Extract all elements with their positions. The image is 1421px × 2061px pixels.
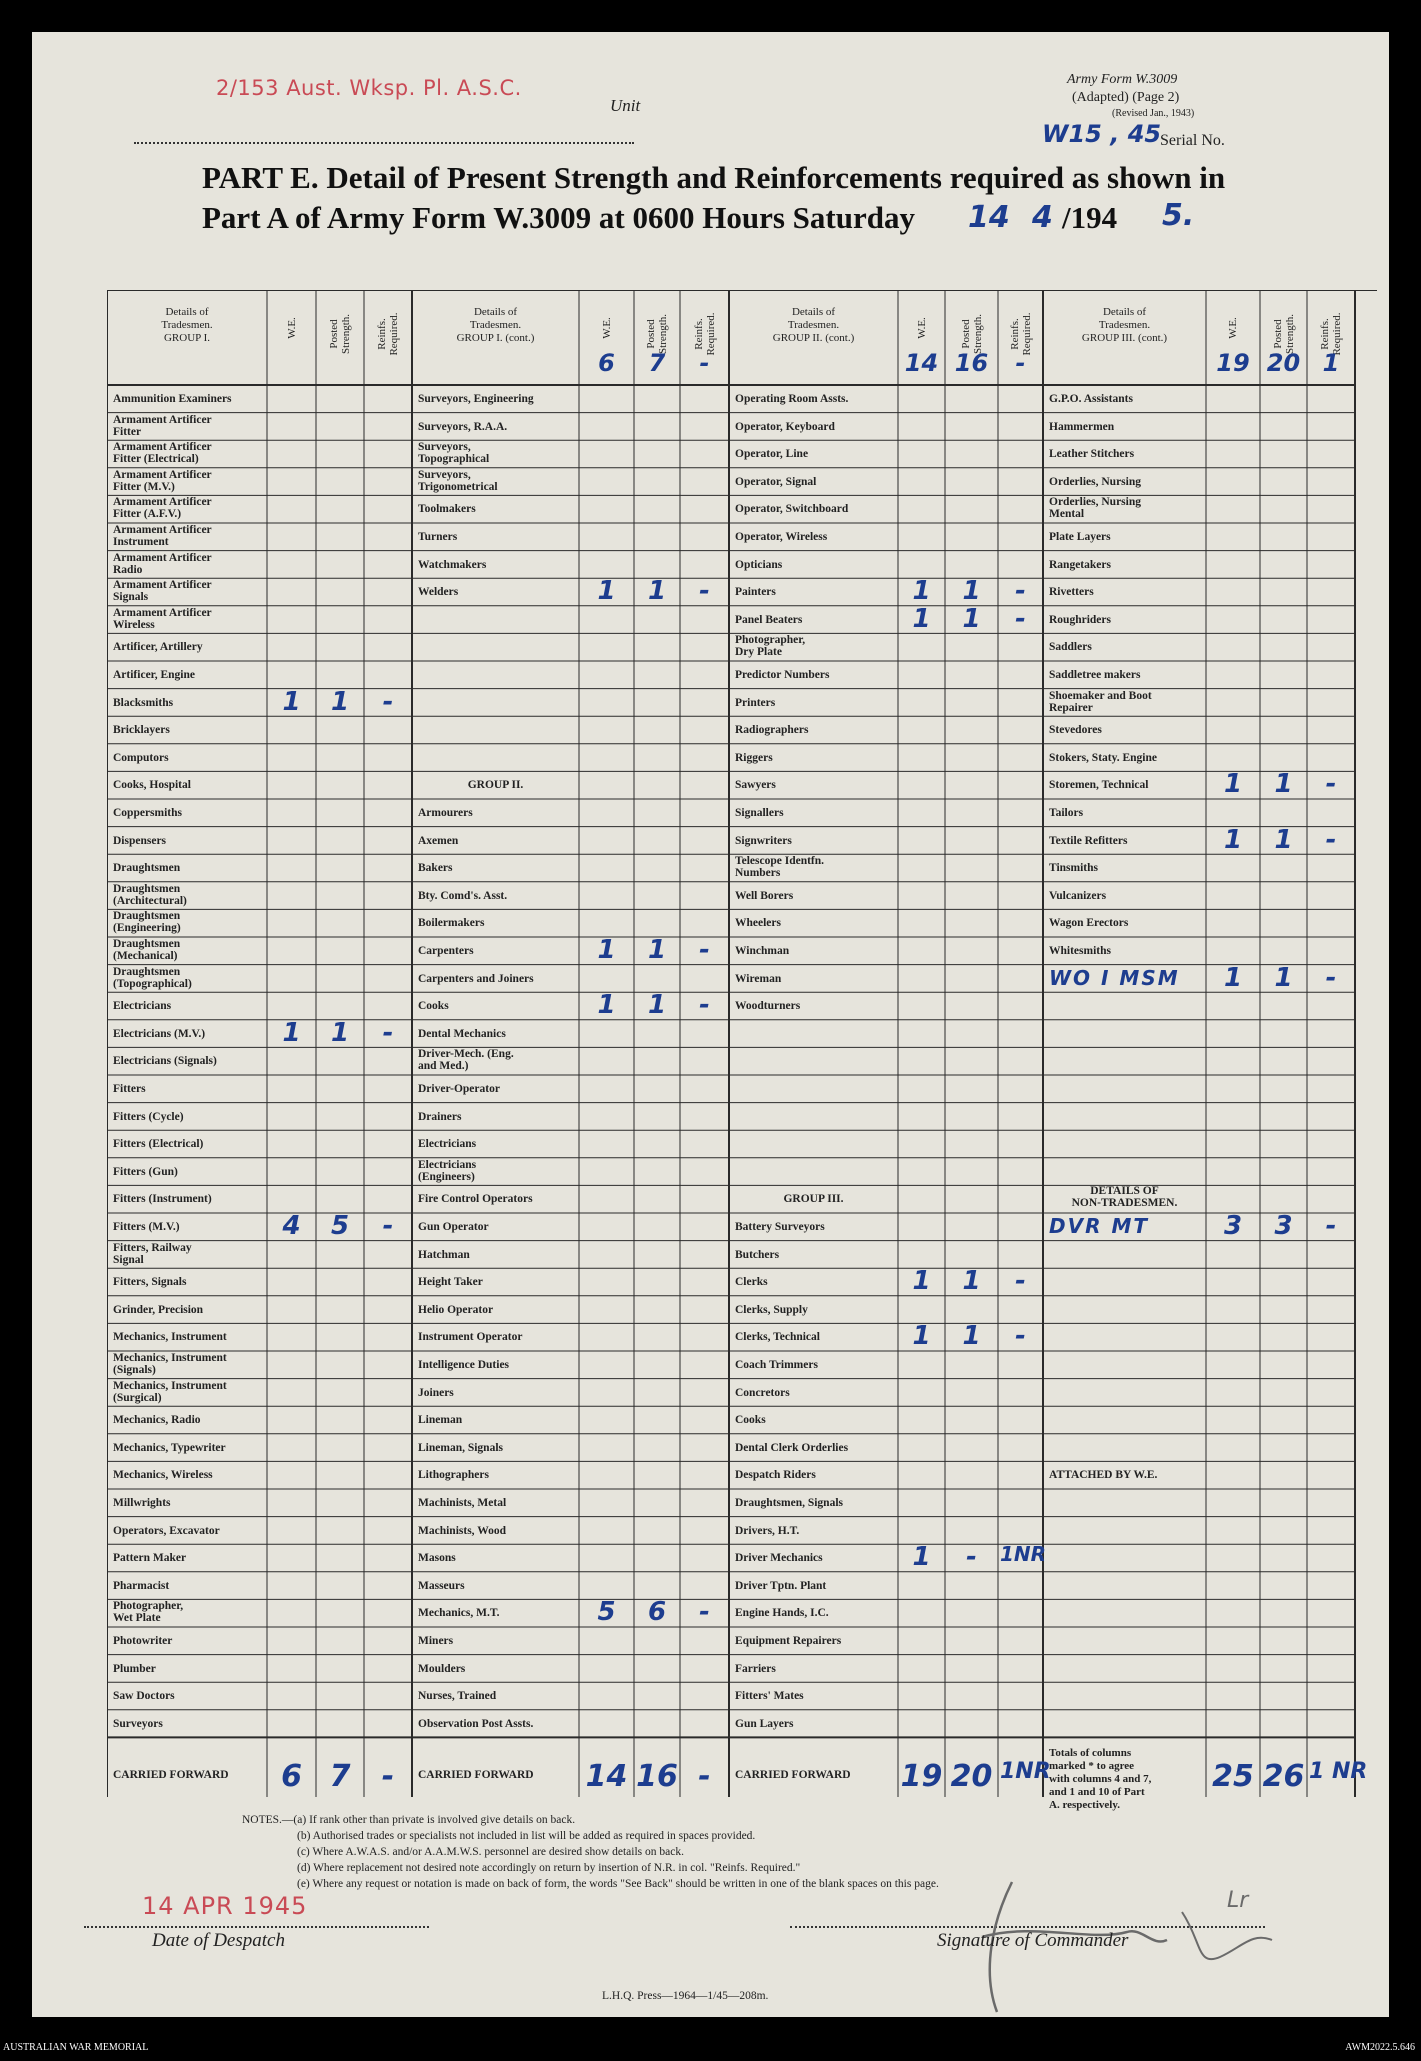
trade-label: Lineman [418,1414,463,1427]
trade-label: Masons [418,1552,456,1565]
trade-label: Gun Layers [735,1717,794,1730]
trade-label: Fitters (Instrument) [113,1193,212,1206]
trade-label: Riggers [735,751,773,764]
trade-label: Armament Artificer Fitter (M.V.) [113,468,212,493]
trade-label: Armourers [418,807,473,819]
trade-label: Radiographers [735,724,809,737]
press-line: L.H.Q. Press—1964—1/45—208m. [602,1990,769,2002]
trade-label: Telescope Identfn. Numbers [735,855,825,880]
trade-label: Operators, Excavator [113,1524,220,1537]
column-header-1: Details of Tradesmen. GROUP I. [161,306,213,344]
entry-mark: 1 [912,1321,931,1352]
trade-label: Dental Clerk Orderlies [735,1441,849,1454]
subheader-4-3: Reinfs. Required. [1319,311,1343,356]
subheader-3-2: Posted Strength. [959,313,984,354]
unit-label: Unit [610,96,641,115]
column-header-3: Details of Tradesmen. GROUP II. (cont.) [772,306,855,344]
note-line: (e) Where any request or notation is made on back of form, the words "See Back" should be written in one of the blank spaces on this page. [297,1878,939,1890]
trade-label: Lithographers [418,1469,489,1482]
entry-mark: 1 [597,990,616,1021]
trade-label: Tinsmiths [1049,862,1099,875]
trade-label: Surveyors, Trigonometrical [418,468,498,493]
totals-label: Totals of columns marked * to agree with columns 4 and 7, and 1 and 10 of Part A. respectively. [1049,1747,1152,1812]
trade-label: Driver-Operator [418,1083,500,1095]
trade-label: Wireman [735,972,782,985]
entry-mark: - [699,990,710,1021]
entry-mark: - [382,1211,394,1241]
trade-label: Battery Surveyors [735,1221,825,1233]
entry-mark: 1 [282,686,301,717]
trade-label: Mechanics, Typewriter [113,1441,226,1454]
entry-mark: - [1015,576,1026,607]
entry-mark: 5 [330,1211,350,1241]
trade-label: Whitesmiths [1049,945,1111,957]
trade-label: Gun Operator [418,1221,489,1233]
totals-mark: 7 [329,1759,351,1795]
entry-mark: 1 [962,603,981,634]
despatch-date-stamp: 14 APR 1945 [142,1892,308,1920]
trade-label: Welders [418,586,459,599]
totals-mark: 25 [1212,1759,1254,1795]
totals-mark: 16 [636,1759,678,1795]
trade-label: Masseurs [418,1579,465,1592]
trade-label: Operator, Signal [735,475,817,488]
trade-label: Boilermakers [418,917,485,930]
entry-mark: - [1015,603,1026,634]
note-line: NOTES.—(a) If rank other than private is involved give details on back. [242,1814,576,1826]
trade-label: Plumber [113,1662,156,1675]
totals-mark: 20 [950,1759,993,1795]
form-name: Army Form W.3009 [1067,72,1178,87]
entry-mark: 1 [912,576,931,607]
trade-label: Coppersmiths [113,807,183,819]
entry-mark: 1 [282,1017,301,1048]
archive-id: AWM2022.5.646 [1345,2042,1415,2053]
entry-mark: 1 [912,603,931,634]
entry-mark: 1 [962,1321,981,1352]
trade-label: Panel Beaters [735,613,803,626]
entry-mark: 5 [597,1597,616,1628]
trade-label: Orderlies, Nursing Mental [1049,496,1141,521]
totals-mark: 1 NR [1309,1759,1368,1785]
trade-label: Ammunition Examiners [113,393,232,405]
entry-mark: - [966,1542,977,1573]
trade-label: Intelligence Duties [418,1359,510,1371]
totals-mark: 19 [900,1759,943,1795]
header-mark-4-1: 19 [1216,349,1250,377]
trade-label: Electricians [113,1000,172,1013]
subheader-3-1: W.E. [915,316,928,339]
entry-mark: 1 [647,576,667,607]
entry-mark: 1 [330,686,350,717]
trade-label: Predictor Numbers [735,669,830,681]
trade-label: Electricians (Signals) [113,1055,217,1068]
subheader-2-3: Reinfs. Required. [692,311,717,356]
trade-label: Miners [418,1635,454,1647]
entry-mark: 1 [1274,962,1293,993]
note-line: (c) Where A.W.A.S. and/or A.A.M.W.S. personnel are desired show details on back. [297,1846,684,1858]
trade-label: Electricians (M.V.) [113,1027,206,1040]
subheader-2-1: W.E. [600,316,613,339]
signature-initials: Lr [1227,1888,1249,1913]
trade-label: Surveyors, Engineering [418,393,534,405]
totals-label: CARRIED FORWARD [113,1769,229,1782]
entry-mark: - [382,686,394,717]
trade-label: Photowriter [113,1635,173,1647]
trade-label: Height Taker [418,1276,483,1289]
trade-label: Mechanics, Instrument (Surgical) [113,1379,227,1404]
header-mark-2-1: 6 [598,349,615,377]
serial-label: Serial No. [1160,132,1225,149]
trade-label: Operating Room Assts. [735,393,849,405]
subheader-4-1: W.E. [1227,316,1239,339]
trade-label: Engine Hands, I.C. [735,1607,829,1620]
trade-label: G.P.O. Assistants [1049,393,1133,405]
trade-label: Despatch Riders [735,1469,816,1482]
archive-credit: AUSTRALIAN WAR MEMORIAL [3,2042,149,2053]
trade-label: Concretors [735,1386,790,1399]
trade-label: Clerks, Supply [735,1303,808,1316]
note-line: (d) Where replacement not desired note accordingly on return by insertion of N.R. in col. "Reinfs. Required." [297,1862,801,1874]
trade-label: Wheelers [735,917,781,930]
trade-label: Turners [418,531,458,543]
trade-label: Sawyers [735,779,776,792]
trade-label: Electricians [418,1138,477,1151]
trade-label: Mechanics, Wireless [113,1469,213,1482]
trade-label: Watchmakers [418,558,487,571]
trade-label: Fitters [113,1083,146,1095]
trade-label: Armament Artificer Fitter (Electrical) [113,441,212,466]
header-mark-2-3: - [699,349,710,377]
trade-label: Grinder, Precision [113,1303,204,1316]
trade-label: Armament Artificer Fitter [113,413,212,438]
trade-label: Pattern Maker [113,1552,187,1565]
trade-label: Saw Doctors [113,1690,175,1703]
trade-label: Draughtsmen (Mechanical) [113,938,181,962]
column-header-4: Details of Tradesmen. GROUP III. (cont.) [1081,306,1168,344]
trade-label: Surveyors [113,1717,163,1730]
trade-label: Driver Tptn. Plant [735,1579,827,1592]
trade-label: Storemen, Technical [1049,779,1149,792]
trade-label: Surveyors, R.A.A. [418,420,508,433]
trade-label: Bricklayers [113,724,170,737]
trade-label: Drainers [418,1110,462,1123]
trade-label: Stokers, Staty. Engine [1049,751,1157,764]
trade-label: Artificer, Engine [113,669,195,681]
entry-mark: - [1015,1321,1026,1352]
trade-label: Helio Operator [418,1303,494,1316]
trade-label: GROUP II. [467,779,524,792]
totals-label: CARRIED FORWARD [418,1769,534,1782]
trade-label: Electricians (Engineers) [418,1158,477,1183]
header-mark-3-1: 14 [904,349,939,377]
entry-mark: - [1325,1211,1337,1241]
trade-label: Woodturners [735,1000,801,1013]
trade-label: Mechanics, Instrument (Signals) [113,1352,227,1376]
totals-mark: 14 [585,1759,628,1795]
subheader-4-2: Posted Strength. [1271,313,1296,354]
entry-mark: 4 [282,1211,301,1241]
trade-label: Mechanics, Instrument [113,1331,227,1344]
entry-mark: 3 [1223,1211,1243,1241]
trade-label: Draughtsmen (Engineering) [113,910,181,935]
trade-label: Carpenters and Joiners [418,972,534,985]
trade-label: Instrument Operator [418,1331,523,1344]
trade-label: Mechanics, Radio [113,1414,201,1427]
trade-label: Equipment Repairers [735,1635,842,1647]
trade-label: Drivers, H.T. [735,1524,800,1537]
trade-label: Painters [735,586,776,599]
trade-label: Stevedores [1049,724,1102,737]
trade-label: Carpenters [418,945,474,957]
trade-label: Textile Refitters [1049,834,1128,847]
form-adapted: (Adapted) (Page 2) [1072,90,1180,105]
handwritten-entry: DVR MT [1049,1214,1149,1238]
strength-table [107,290,1377,1812]
trade-label: Bty. Comd's. Asst. [418,889,508,902]
trade-label: Armament Artificer Signals [113,579,212,604]
subheader-1-2: Posted Strength. [328,313,352,354]
trade-label: Operator, Line [735,448,809,461]
trade-label: Fire Control Operators [418,1193,533,1206]
trade-label: Signwriters [735,834,792,847]
subheader-3-3: Reinfs. Required. [1008,311,1033,356]
entry-mark: 1 [647,935,667,965]
trade-label: Orderlies, Nursing [1049,475,1141,488]
trade-label: Roughriders [1049,613,1111,626]
trade-label: Blacksmiths [113,696,174,709]
entry-mark: 1 [912,1542,931,1573]
entry-mark: 1 [330,1017,350,1048]
trade-label: Joiners [418,1386,454,1399]
trade-label: Driver-Mech. (Eng. and Med.) [418,1048,514,1073]
trade-label: Winchman [735,945,790,957]
date-year-hand: 5. [1162,198,1195,233]
entry-mark: 1NR [1000,1542,1047,1567]
trade-label: Fitters, Signals [113,1276,187,1289]
despatch-line [84,1926,429,1928]
trade-label: Dispensers [113,834,167,847]
trade-label: Armament Artificer Radio [113,551,212,576]
entry-mark: 1 [647,990,667,1021]
trade-label: Cooks [735,1414,766,1427]
trade-label: Surveyors, Topographical [418,441,490,466]
trade-label: GROUP III. [783,1193,844,1206]
entry-mark: - [699,935,710,965]
trade-label: DETAILS OF NON-TRADESMEN. [1071,1185,1178,1210]
trade-label: Nurses, Trained [418,1690,497,1703]
trade-label: Fitters, Railway Signal [113,1241,192,1266]
date-day: 14 [968,200,1010,235]
signature-label: Signature of Commander [937,1930,1129,1951]
serial-number: W15 , 45 [1042,120,1162,148]
entry-mark: - [699,1597,710,1628]
trade-label: Dental Mechanics [418,1027,506,1040]
trade-label: Clerks [735,1276,768,1289]
entry-mark: 1 [1223,962,1243,993]
trade-label: Printers [735,696,776,709]
trade-label: Armament Artificer Instrument [113,524,212,548]
trade-label: Draughtsmen [113,862,181,875]
trade-label: Pharmacist [113,1579,170,1592]
column-header-2: Details of Tradesmen. GROUP I. (cont.) [456,306,535,344]
entry-mark: - [1325,769,1337,800]
trade-label: Well Borers [735,889,794,902]
trade-label: Signallers [735,807,784,819]
trade-label: Plate Layers [1049,531,1111,543]
trade-label: Toolmakers [418,503,476,516]
trade-label: Saddletree makers [1049,669,1141,681]
entry-mark: 1 [912,1266,931,1297]
note-line: (b) Authorised trades or specialists not included in list will be added as required in spaces provided. [297,1830,756,1842]
date-month: 4 [1032,200,1053,235]
trade-label: Tailors [1049,807,1084,819]
trade-label: Moulders [418,1662,466,1675]
trade-label: Axemen [418,834,459,847]
totals-mark: 1NR [1000,1759,1051,1785]
entry-mark: 1 [1274,824,1293,855]
trade-label: Fitters' Mates [735,1690,804,1703]
date-year-printed: /194 [1062,200,1118,235]
trade-label: Hatchman [418,1248,470,1261]
trade-label: Operator, Switchboard [735,503,849,516]
trade-label: Photographer, Wet Plate [113,1600,184,1625]
trade-label: Operator, Keyboard [735,420,835,433]
title-line-1: PART E. Detail of Present Strength and Reinforcements required as shown in [202,160,1226,195]
totals-mark: - [381,1759,395,1795]
header-mark-4-3: 1 [1322,349,1340,377]
entry-mark: - [699,576,710,607]
header-mark-2-2: 7 [648,349,666,377]
trade-label: Machinists, Wood [418,1524,506,1537]
trade-label: Cooks, Hospital [113,779,191,792]
trade-label: Leather Stitchers [1049,448,1135,461]
trade-label: Machinists, Metal [418,1497,507,1509]
trade-label: Bakers [418,862,453,875]
trade-label: Millwrights [113,1497,171,1509]
trade-label: Fitters (Electrical) [113,1138,204,1151]
trade-label: Fitters (Cycle) [113,1110,184,1123]
trade-label: Saddlers [1049,641,1092,654]
trade-label: ATTACHED BY W.E. [1049,1469,1158,1482]
trade-label: Coach Trimmers [735,1359,818,1371]
trade-label: Lineman, Signals [418,1441,503,1454]
trade-label: Draughtsmen, Signals [735,1497,843,1509]
totals-mark: 6 [281,1759,302,1795]
totals-mark: 26 [1262,1759,1305,1795]
entry-mark: 3 [1274,1211,1293,1241]
entry-mark: - [382,1017,394,1048]
trade-label: Cooks [418,1000,449,1013]
header-mark-4-2: 20 [1266,349,1301,377]
trade-label: Rivetters [1049,586,1094,599]
entry-mark: - [1325,824,1337,855]
entry-mark: 6 [647,1597,667,1628]
entry-mark: 1 [1223,824,1243,855]
entry-mark: 1 [597,935,616,965]
trade-label: Hammermen [1049,420,1115,433]
trade-label: Clerks, Technical [735,1331,820,1344]
subheader-1-1: W.E. [285,316,298,339]
subheader-1-3: Reinfs. Required. [376,311,400,356]
entry-mark: 1 [597,576,616,607]
trade-label: Driver Mechanics [735,1552,823,1565]
trade-label: Operator, Wireless [735,531,828,543]
form-revised: (Revised Jan., 1943) [1112,108,1195,119]
handwritten-entry: WO I MSM [1049,965,1180,990]
unit-stamp: 2/153 Aust. Wksp. Pl. A.S.C. [216,76,522,100]
title-line-2: Part A of Army Form W.3009 at 0600 Hours Saturday [202,200,915,235]
trade-label: Armament Artificer Fitter (A.F.V.) [113,496,212,521]
trade-label: Armament Artificer Wireless [113,606,212,631]
trade-label: Photographer, Dry Plate [735,634,806,659]
entry-mark: - [1325,962,1337,993]
trade-label: Opticians [735,558,783,571]
trade-label: Rangetakers [1049,558,1111,571]
entry-mark: - [1015,1266,1026,1297]
trade-label: Fitters (M.V.) [113,1221,180,1233]
trade-label: Computors [113,751,169,764]
unit-line [134,142,634,144]
trade-label: Wagon Erectors [1049,917,1129,930]
trade-label: Farriers [735,1662,776,1675]
entry-mark: 1 [1274,769,1293,800]
trade-label: Butchers [735,1248,780,1261]
trade-label: Artificer, Artillery [113,641,203,654]
form-page [32,32,1389,2017]
totals-mark: - [698,1759,711,1795]
trade-label: Mechanics, M.T. [418,1607,500,1620]
entry-mark: 1 [1223,769,1243,800]
entry-mark: 1 [962,576,981,607]
trade-label: Observation Post Assts. [418,1717,534,1730]
trade-label: Draughtsmen (Architectural) [113,882,187,907]
header-mark-3-3: - [1015,349,1026,377]
despatch-label: Date of Despatch [152,1930,285,1951]
header-mark-3-2: 16 [954,349,989,377]
subheader-2-2: Posted Strength. [645,313,669,354]
trade-label: Vulcanizers [1049,889,1107,902]
trade-label: Draughtsmen (Topographical) [113,965,192,990]
trade-label: Shoemaker and Boot Repairer [1049,689,1152,714]
totals-label: CARRIED FORWARD [735,1769,851,1782]
entry-mark: 1 [962,1266,981,1297]
trade-label: Fitters (Gun) [113,1165,178,1178]
